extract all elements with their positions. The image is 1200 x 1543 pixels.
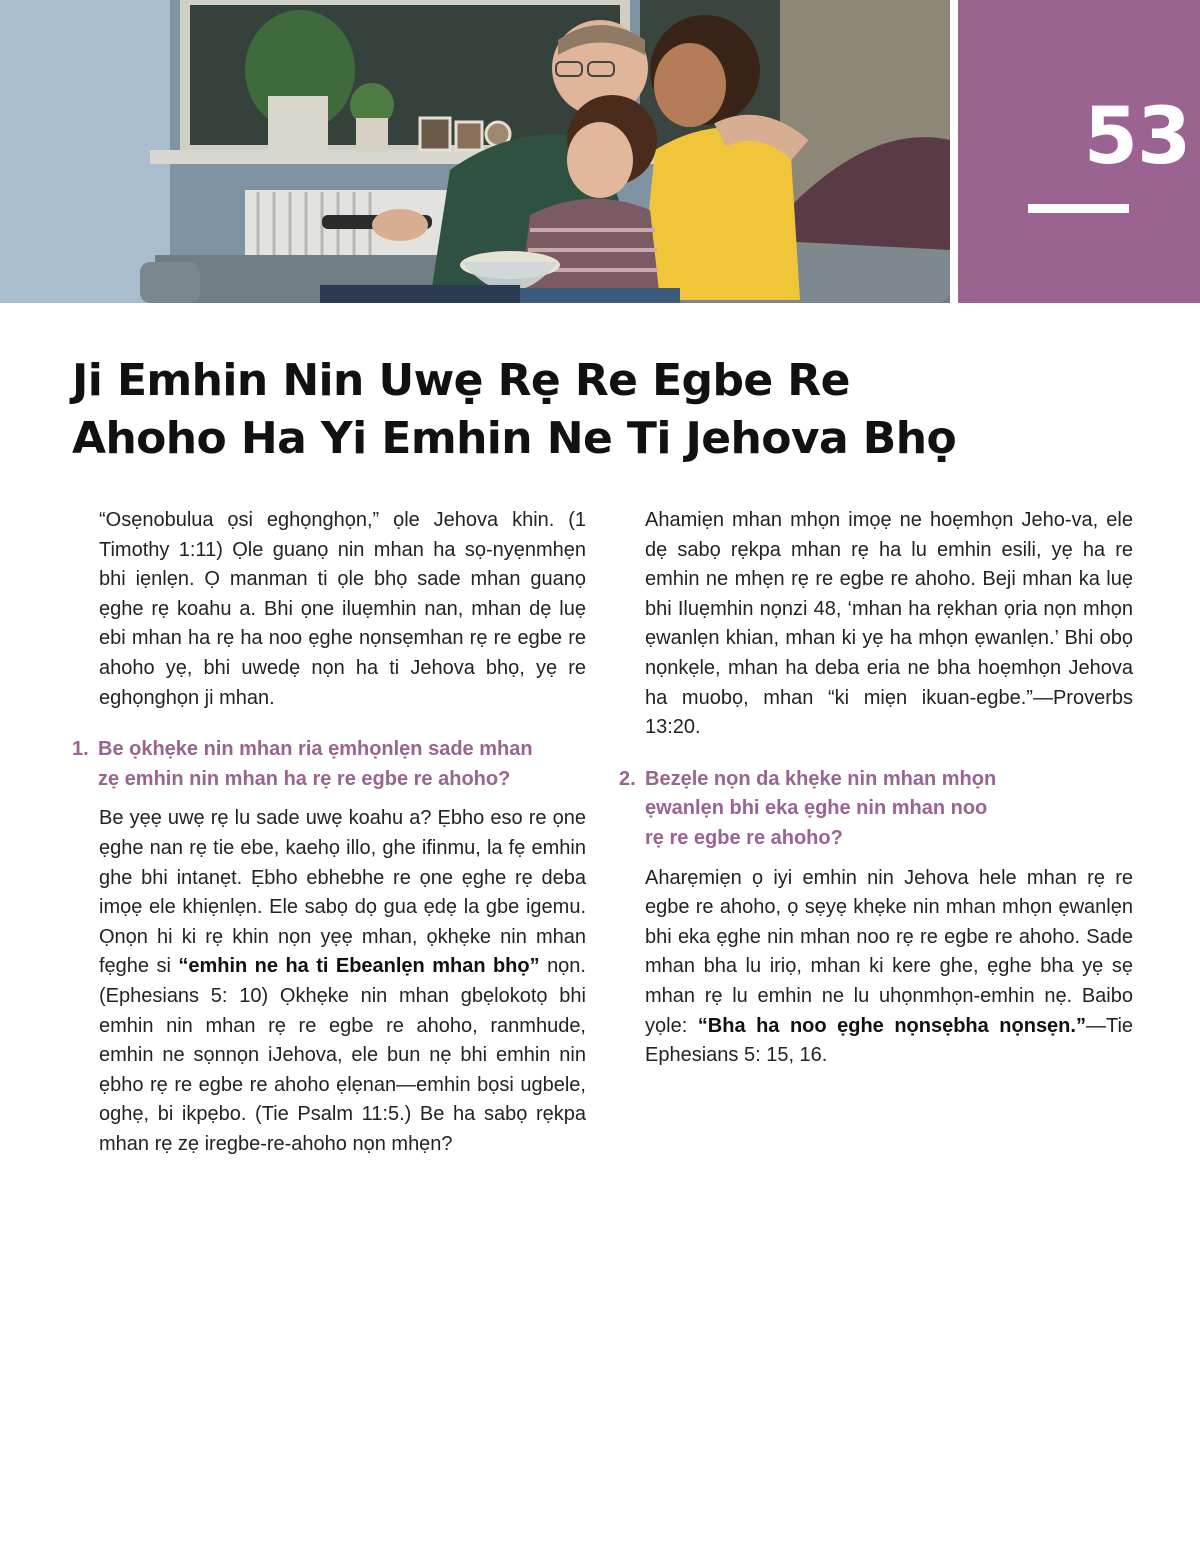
question-2 <box>619 765 1133 854</box>
lesson-title-line-2: Ahoho Ha Yi Emhin Ne Ti Jehova Bhọ <box>72 413 957 464</box>
section-2-text-b: —Tie Ephesians 5: 15, 16. <box>645 1014 1134 1067</box>
lesson-number: 53 <box>1083 92 1191 182</box>
section-2-bold-quote: “Bha ha noo ẹghe nọnsẹbha nọnsẹn.” <box>697 1014 1086 1037</box>
question-1-text <box>98 735 586 794</box>
lesson-title-line-1: Ji Emhin Nin Uwẹ Rẹ Re Egbe Re <box>72 355 850 406</box>
question-2-line-2: ẹwanlẹn bhi eka ẹghe nin mhan noo <box>645 797 988 820</box>
section-1-text-a: Be yẹẹ uwẹ rẹ lu sade uwẹ koahu a? Ẹbho eso re ọne ẹghe nan rẹ tie ebe, kaehọ illo, ghe ifinmu, la fẹ emhin ghe bhi intanẹt. Ẹbho ebhebhe re ọne ẹghe rẹ deba imọẹ ele khiẹnlẹn. Ele sabọ dọ gua ẹdẹ la gbe igemu. Ọnọn hi ki rẹ khin nọn yẹẹ mhan, ọkhẹke nin mhan fẹghe si <box>99 807 586 978</box>
question-2-text <box>645 765 1133 854</box>
question-2-line-3: rẹ re egbe re ahoho? <box>645 826 843 849</box>
section-2-text-a: Aharẹmiẹn ọ iyi emhin nin Jehova hele mhan rẹ re egbe re ahoho, ọ sẹyẹ khẹke nin mhan mhọn ẹwanlẹn bhi eka ẹghe nin mhan noo rẹ re egbe re ahoho. Sade mhan bha lu iriọ, mhan ki kere ghe, ẹghe bha yẹ sẹ mhan rẹ lu emhin ne lu uhọnmhọn-emhin nẹ. Baibo yọle: <box>645 866 1133 1037</box>
section-2-paragraph <box>619 864 1133 1071</box>
continuation-paragraph: Ahamiẹn mhan mhọn imọẹ ne hoẹmhọn Jeho-va, ele dẹ sabọ rẹkpa mhan rẹ ha lu emhin esili, yẹ ha re emhin ne mhẹn rẹ re egbe re ahoho. Beji mhan ka luẹ bhi Iluẹmhin nọnzi 48, ‘mhan ha rẹkhan ọria nọn mhọn ẹwanlẹn khian, mhan ki yẹ ha mhọn ẹwanlẹn.’ Bhi obọ nọnkẹle, mhan ha deba eria ne bha hoẹmhọn Jehova ha muobọ, mhan “ki miẹn ikuan-egbe.”—Proverbs 13:20. <box>645 509 1133 739</box>
question-2-number: 2. <box>619 767 636 790</box>
right-column <box>619 506 1133 1071</box>
question-1-line-2: zẹ emhin nin mhan ha rẹ re egbe re ahoho? <box>98 767 511 790</box>
question-1 <box>72 735 586 794</box>
section-1-bold-quote: “emhin ne ha ti Ebeanlẹn mhan bhọ” <box>178 955 540 978</box>
section-1-text-b: nọn. (Ephesians 5: 10) Ọkhẹke nin mhan gbẹlokotọ bhi emhin nin mhan rẹ re egbe re ahoho, ranmhude, emhin ne sọnnọn iJehova, ele bun nẹ bhi emhin nin ẹbho rẹ re egbe re ahoho ẹlẹnan—emhin bọsi ugbele, oghẹ, bi ikpẹbo. (Tie Psalm 11:5.) Be ha sabọ rẹkpa mhan rẹ zẹ iregbe-re-ahoho nọn mhẹn? <box>99 955 586 1155</box>
section-1-paragraph <box>72 804 586 1159</box>
question-2-line-1: Bezẹle nọn da khẹke nin mhan mhọn <box>645 767 997 790</box>
question-1-number: 1. <box>72 738 89 761</box>
lesson-title <box>72 352 1072 468</box>
question-1-line-1: Be ọkhẹke nin mhan ria ẹmhọnlẹn sade mhan <box>98 738 533 761</box>
lesson-number-underline <box>1028 204 1129 213</box>
left-column <box>72 506 586 1159</box>
lesson-number-box <box>958 0 1200 303</box>
intro-paragraph: “Osẹnobulua ọsi eghọnghọn,” ọle Jehova khin. (1 Timothy 1:11) Ọle guanọ nin mhan ha sọ-nyẹnmhẹn bhi iẹnlẹn. Ọ manman ti ọle bhọ sade mhan guanọ ẹghe rẹ koahu a. Bhi ọne iluẹmhin nan, mhan dẹ luẹ ebi mhan ha rẹ ha noo ẹghe nọnsẹmhan rẹ re egbe re ahoho yẹ, bhi uwedẹ nọn ha ti Jehova bhọ, yẹ re eghọnghọn ji mhan. <box>99 509 586 709</box>
hero-photo-family-watching-tv <box>0 0 950 303</box>
